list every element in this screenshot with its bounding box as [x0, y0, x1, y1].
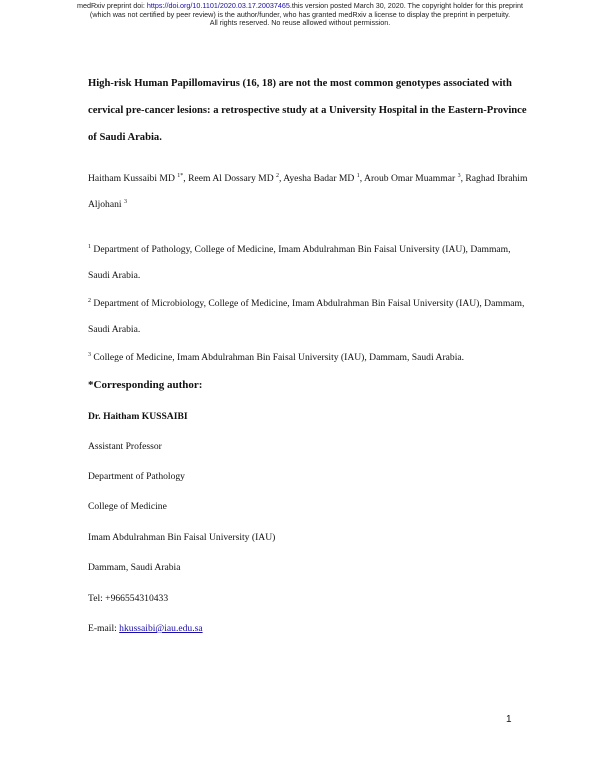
affiliation-1: $^1$ Department of Pathology, College of Medicine, Imam Abdulrahman Bin Faisal University (IAU), Dammam, Saudi Arabia.: [88, 244, 511, 281]
notice-line-2: (which was not certified by peer review) is the author/funder, who has granted medRxiv a license to display the preprint in perpetuity.: [89, 9, 511, 19]
author: Haitham Kussaibi MD $^{1*}$,: [88, 173, 189, 184]
author: Aroub Omar Muammar $^3$,: [364, 173, 466, 184]
notice-doi-prefix: medRxiv preprint doi:: [76, 1, 147, 10]
email-link[interactable]: hkussaibi@iau.edu.sa: [119, 623, 203, 634]
paper-title: High-risk Human Papillomavirus (16, 18) are not the most common genotypes associated with cervical pre-cancer lesions: a retrospective study at a University Hospital in the Eastern-Province of Saudi Arabia.: [88, 78, 527, 143]
author-city: Dammam, Saudi Arabia: [88, 562, 181, 573]
corresponding-author-name: Dr. Haitham KUSSAIBI: [88, 411, 188, 422]
author: Ayesha Badar MD $^1$,: [283, 173, 365, 184]
email-label: E-mail:: [88, 623, 120, 634]
author-list: [88, 166, 528, 218]
doi-link[interactable]: https://doi.org/10.1101/2020.03.17.20037465: [146, 1, 290, 10]
author: Reem Al Dossary MD $^2$,: [188, 173, 284, 184]
page-number: 1: [506, 714, 512, 725]
affiliation-2: $^2$ Department of Microbiology, College of Medicine, Imam Abdulrahman Bin Faisal University (IAU), Dammam, Saudi Arabia.: [88, 298, 525, 335]
preprint-notice: [0, 2, 600, 28]
author: Raghad Ibrahim Aljohani $^3$: [88, 173, 528, 210]
notice-line-3: All rights reserved. No reuse allowed without permission.: [209, 18, 391, 28]
author-university: Imam Abdulrahman Bin Faisal University (IAU): [88, 532, 276, 543]
author-telephone: Tel: +966554310433: [88, 593, 169, 604]
corresponding-author-heading: *Corresponding author:: [88, 379, 203, 391]
author-department: Department of Pathology: [88, 471, 185, 482]
affiliation-3: $^3$ College of Medicine, Imam Abdulrahman Bin Faisal University (IAU), Dammam, Saudi Arabia.: [88, 352, 465, 363]
author-college: College of Medicine: [88, 501, 167, 512]
author-email-line: [88, 621, 203, 637]
author-position: Assistant Professor: [88, 441, 162, 452]
notice-line-1-suffix: .this version posted March 30, 2020. The copyright holder for this preprint: [289, 1, 524, 10]
